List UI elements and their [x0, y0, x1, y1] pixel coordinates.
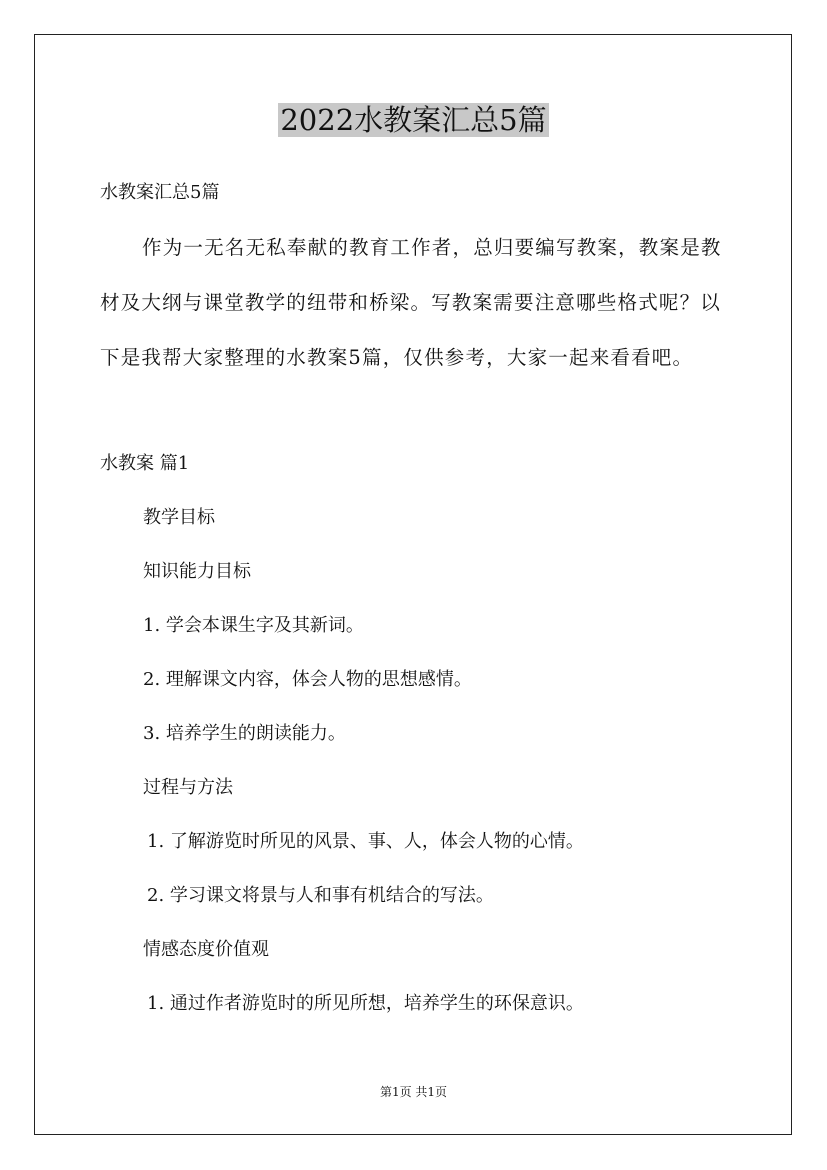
body-line: 1. 了解游览时所见的风景、事、人，体会人物的心情。 [147, 831, 584, 852]
page-number: 第1页 共1页 [379, 1085, 448, 1099]
body-line: 知识能力目标 [143, 561, 251, 582]
body-line: 教学目标 [143, 507, 215, 528]
body-line: 情感态度价值观 [143, 939, 269, 960]
body-line: 过程与方法 [143, 777, 233, 798]
intro-paragraph: 作为一无名无私奉献的教育工作者，总归要编写教案，教案是教材及大纲与课堂教学的纽带和桥梁。写教案需要注意哪些格式呢？以下是我帮大家整理的水教案5篇，仅供参考，大家一起来看看吧。 [100, 236, 722, 369]
document-title: 2022水教案汇总5篇 [280, 103, 547, 137]
body-line: 1. 通过作者游览时的所见所想，培养学生的环保意识。 [147, 993, 584, 1014]
body-line: 2. 学习课文将景与人和事有机结合的写法。 [147, 885, 494, 906]
body-line: 2. 理解课文内容，体会人物的思想感情。 [143, 669, 472, 690]
document-subtitle: 水教案汇总5篇 [100, 182, 220, 203]
section-heading: 水教案 篇1 [100, 453, 190, 474]
body-line: 3. 培养学生的朗读能力。 [143, 723, 346, 744]
body-line: 1. 学会本课生字及其新词。 [143, 615, 364, 636]
